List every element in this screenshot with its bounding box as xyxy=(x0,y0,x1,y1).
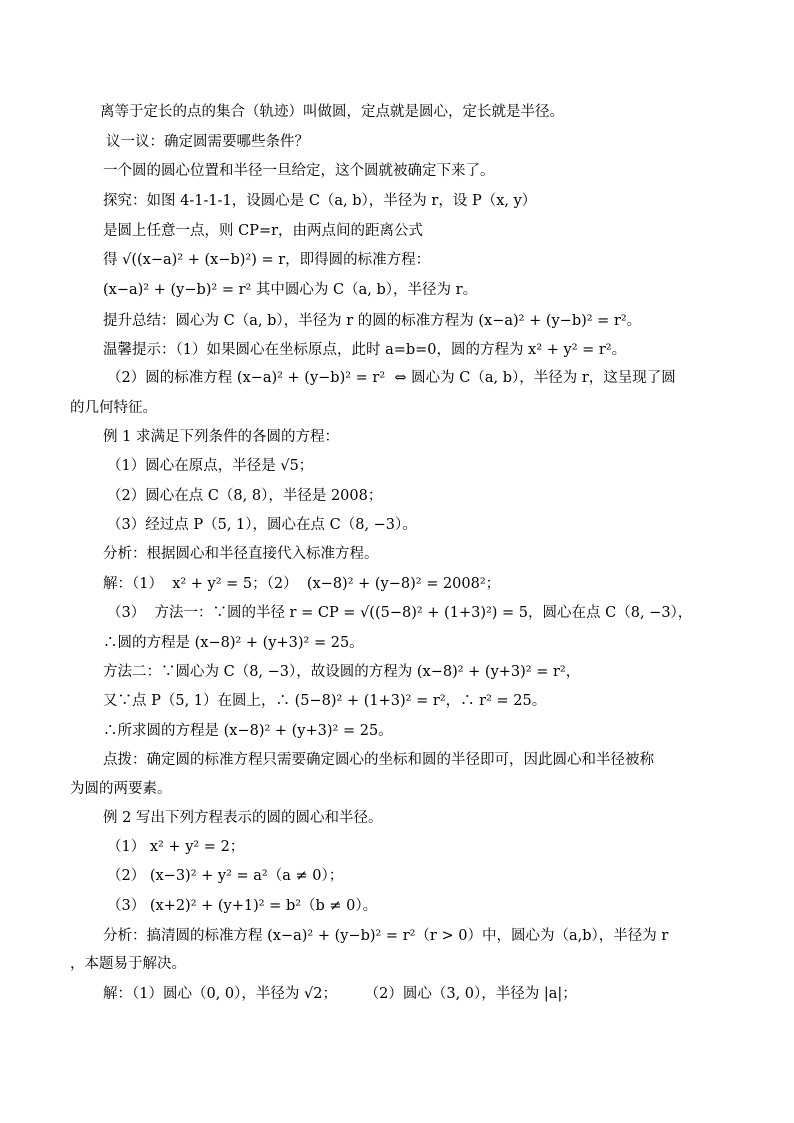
text-line xyxy=(0,631,794,655)
line-text: 又∵点 P（5, 1）在圆上，∴ (5−8)² + (1+3)² = r²，∴ r² = 25。 xyxy=(103,693,547,709)
line-text: 温馨提示：（1）如果圆心在坐标原点，此时 a=b=0，圆的方程为 x² + y² = r²。 xyxy=(103,342,627,358)
text-line xyxy=(0,542,794,566)
text-line xyxy=(0,130,794,154)
text-line xyxy=(0,309,794,333)
line-text: 点拨：确定圆的标准方程只需要确定圆心的坐标和圆的半径即可，因此圆心和半径被称 xyxy=(103,752,654,768)
text-line xyxy=(0,660,794,684)
text-line xyxy=(0,159,794,183)
text-line xyxy=(0,689,794,713)
line-text: 例 1 求满足下列条件的各圆的方程： xyxy=(103,429,339,445)
line-text: (x−a)² + (y−b)² = r² 其中圆心为 C（a, b），半径为 r。 xyxy=(103,282,478,298)
text-line xyxy=(0,748,794,772)
line-text: 的几何特征。 xyxy=(70,400,157,416)
line-text: 一个圆的圆心位置和半径一旦给定，这个圆就被确定下来了。 xyxy=(103,163,495,179)
text-line xyxy=(0,835,794,859)
line-text: 提升总结：圆心为 C（a, b），半径为 r 的圆的标准方程为 (x−a)² + (y−b)² = r²。 xyxy=(103,313,642,329)
line-text: 解：（1）圆心（0, 0），半径为 √2； （2）圆心（3, 0），半径为 |a|； xyxy=(103,986,577,1002)
line-text: （2）圆心在点 C（8, 8），半径是 2008； xyxy=(107,488,383,504)
line-text: 得 √((x−a)² + (x−b)²) = r，即得圆的标准方程： xyxy=(103,252,431,268)
line-text: 离等于定长的点的集合（轨迹）叫做圆，定点就是圆心，定长就是半径。 xyxy=(100,104,564,120)
text-line xyxy=(0,924,794,948)
line-text: （1） x² + y² = 2； xyxy=(107,839,245,855)
text-line xyxy=(0,338,794,362)
line-text: 探究：如图 4-1-1-1，设圆心是 C（a, b），半径为 r，设 P（x, y） xyxy=(103,193,537,209)
line-text: （2） (x−3)² + y² = a²（a ≠ 0）； xyxy=(107,868,344,884)
text-line xyxy=(0,982,794,1006)
text-line xyxy=(0,248,794,272)
text-line xyxy=(0,952,794,976)
text-line xyxy=(0,864,794,888)
text-line xyxy=(0,601,794,625)
text-line xyxy=(0,806,794,830)
line-text: 方法二：∵圆心为 C（8, −3），故设圆的方程为 (x−8)² + (y+3)² = r²， xyxy=(103,664,581,680)
text-line xyxy=(0,484,794,508)
text-line xyxy=(0,100,794,124)
line-text: 为圆的两要素。 xyxy=(70,781,172,797)
line-text: 分析：根据圆心和半径直接代入标准方程。 xyxy=(103,546,379,562)
text-line xyxy=(0,513,794,537)
line-text: （1）圆心在原点，半径是 √5； xyxy=(107,458,314,474)
text-line xyxy=(0,572,794,596)
line-text: 解：（1） x² + y² = 5；（2） (x−8)² + (y−8)² = 2008²； xyxy=(103,576,501,592)
text-line xyxy=(0,777,794,801)
line-text: 分析：搞清圆的标准方程 (x−a)² + (y−b)² = r²（r > 0）中，圆心为（a,b），半径为 r xyxy=(103,928,669,944)
line-text: ∴圆的方程是 (x−8)² + (y+3)² = 25。 xyxy=(103,635,364,651)
line-text: 议一议：确定圆需要哪些条件？ xyxy=(106,134,309,150)
line-text: （2）圆的标准方程 (x−a)² + (y−b)² = r² ⇔ 圆心为 C（a, b），半径为 r，这呈现了圆 xyxy=(107,370,676,386)
text-line xyxy=(0,719,794,743)
line-text: 例 2 写出下列方程表示的圆的圆心和半径。 xyxy=(103,810,383,826)
line-text: ∴所求圆的方程是 (x−8)² + (y+3)² = 25。 xyxy=(103,723,393,739)
text-line xyxy=(0,278,794,302)
line-text: ，本题易于解决。 xyxy=(70,956,186,972)
text-line xyxy=(0,454,794,478)
text-line xyxy=(0,189,794,213)
line-text: 是圆上任意一点，则 CP=r，由两点间的距离公式 xyxy=(103,223,424,239)
line-text: （3） 方法一：∵圆的半径 r = CP = √((5−8)² + (1+3)²) = 5，圆心在点 C（8, −3）， xyxy=(107,605,693,621)
text-line xyxy=(0,396,794,420)
line-text: （3）经过点 P（5, 1），圆心在点 C（8, −3）。 xyxy=(107,517,417,533)
text-line xyxy=(0,894,794,918)
text-line xyxy=(0,425,794,449)
line-text: （3） (x+2)² + (y+1)² = b²（b ≠ 0）。 xyxy=(107,898,378,914)
text-line xyxy=(0,219,794,243)
text-line xyxy=(0,366,794,390)
